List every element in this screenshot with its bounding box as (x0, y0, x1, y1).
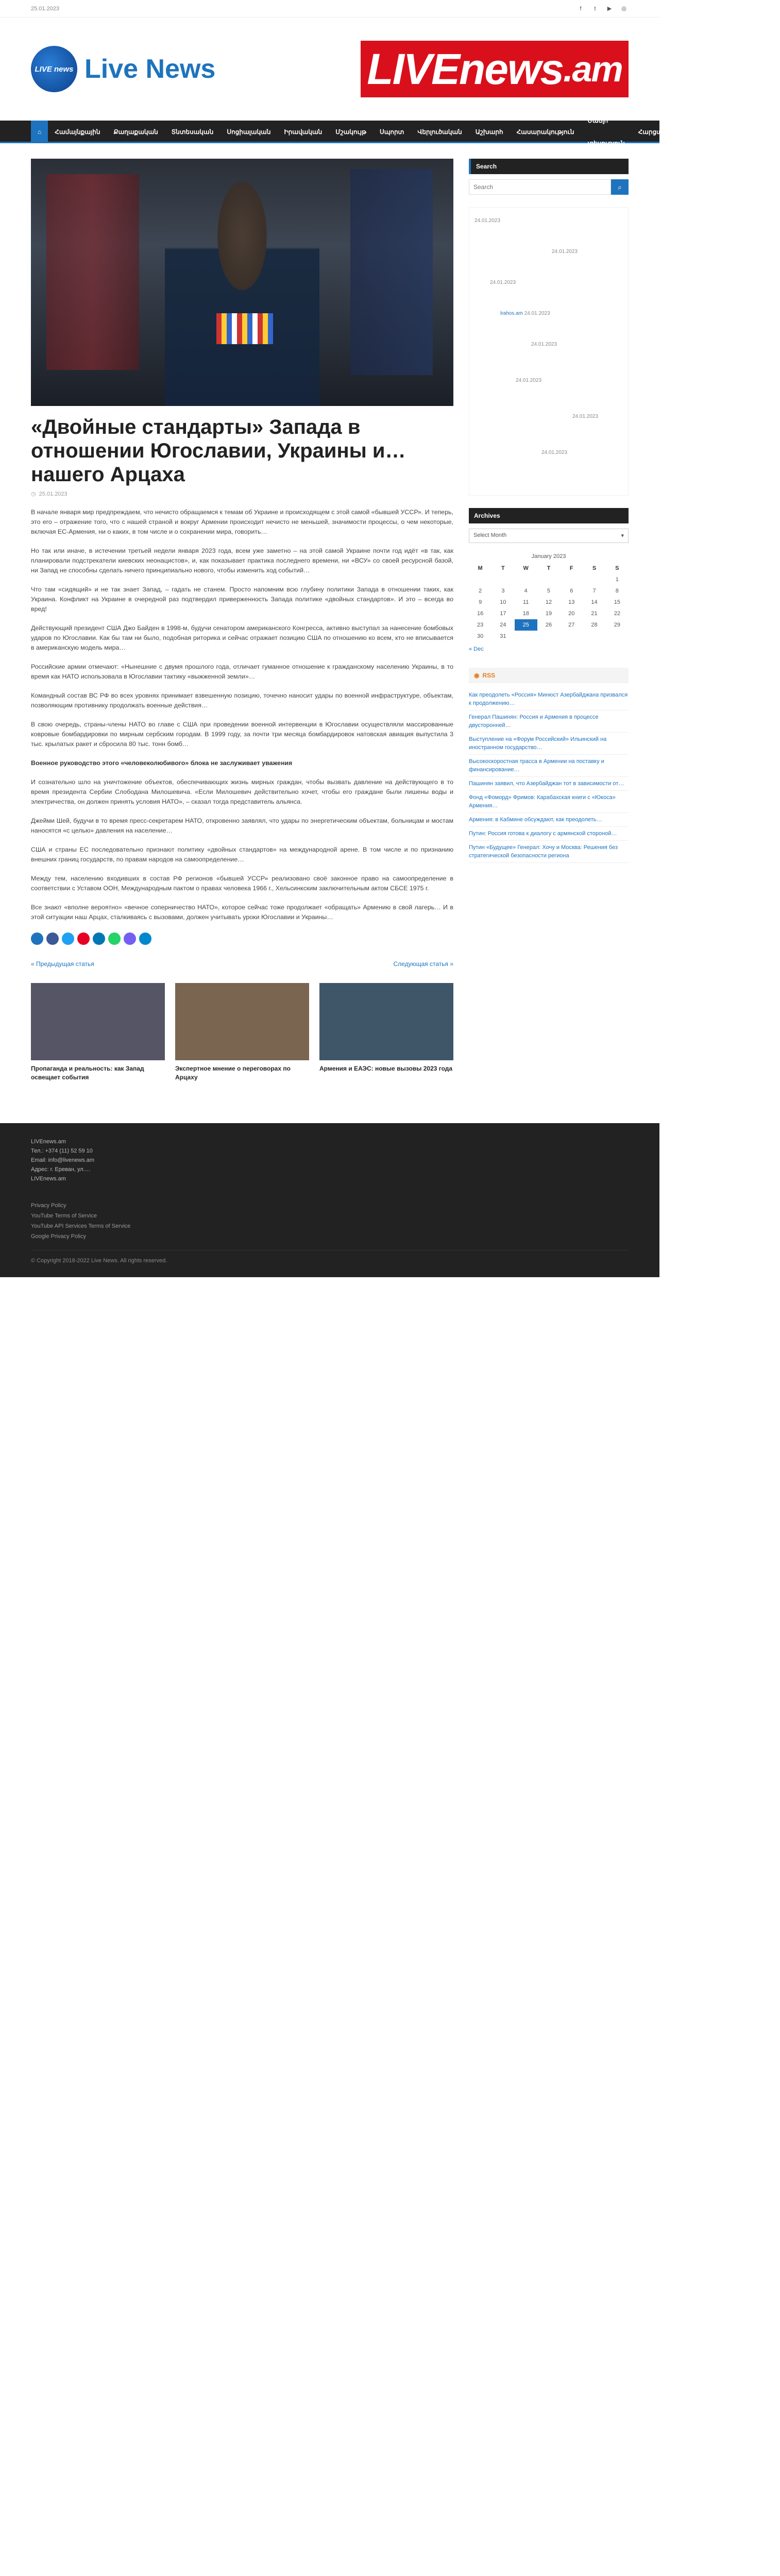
search-widget-title: Search (469, 159, 629, 174)
related-card[interactable] (31, 983, 165, 1082)
share-icon[interactable] (31, 933, 43, 945)
related-card[interactable] (319, 983, 453, 1082)
calendar-day[interactable]: 9 (479, 599, 482, 605)
search-button[interactable] (611, 179, 629, 195)
calendar-day[interactable]: 14 (591, 599, 598, 605)
copyright: © Copyright 2018-2022 Live News. All rights reserved. (31, 1250, 629, 1264)
article-paragraph: Но так или иначе, в истечении третьей недели января 2023 года, всем уже заметно – на этой самой Украине почти год идёт «в так, как планировали подстрекатели киевских неонацистов», и, как показывает практика последнего времени, ни «ВСУ» со своей ресурсной базой, ни Запад не способны сделать ничего принципиально нового, чтобы изменить ход событий… (31, 547, 453, 574)
weekday: F (569, 565, 573, 571)
calendar-day[interactable]: 25 (515, 619, 537, 631)
calendar-day (515, 631, 537, 642)
instagram-icon[interactable]: ◎ (621, 6, 626, 12)
site-logo[interactable] (31, 46, 215, 92)
footer-line: LIVEnews.am (31, 1176, 66, 1182)
header-banner[interactable] (361, 41, 629, 97)
calendar-week (469, 585, 629, 597)
calendar-day[interactable]: 2 (479, 588, 482, 594)
rss-icon: ◉ (474, 672, 480, 679)
dated-item (552, 249, 578, 255)
article-paragraph: Между тем, населению входивших в состав РФ регионов «бывшей УССР» реализовано своё законное право на самоопределение в соответствии с Уставом ООН, Международным пактом о правах человека 1966 г., Хельсинкским заключительным актом СБСЕ 1975 г. (31, 875, 453, 892)
twitter-share-icon[interactable] (62, 933, 74, 945)
footer-link[interactable]: Google Privacy Policy (31, 1233, 86, 1240)
nav-item[interactable]: Հարցազրույց (638, 128, 683, 135)
calendar-day[interactable]: 3 (501, 588, 505, 594)
nav-item[interactable]: Սոցիալական (227, 128, 271, 135)
logo-text: Live News (84, 54, 216, 84)
rss-item[interactable]: Пашинян заявил, что Азербайджан тот в зависимости от… (469, 777, 629, 791)
main-nav (0, 117, 773, 147)
calendar-day[interactable]: 18 (522, 611, 529, 617)
calendar-week (469, 574, 629, 585)
article-paragraph: В начале января мир предпреждаем, что нечисто обращаемся к темам об Украине и происходящем с этой самой «бывшей УССР». И теперь, это его – отражение того, что с нашей страной и вокруг Армении происходит нечисто не меньшей, значимости процессы, о чем некоторые, включая ЕС-Армения, ни о каких, в том числе и о сохранении мира, говорить… (31, 509, 453, 535)
dated-item (541, 450, 567, 455)
calendar-day[interactable]: 22 (614, 611, 620, 617)
item-date: 24.01.2023 (531, 342, 557, 347)
hero-flag-right (350, 169, 433, 375)
calendar-day (491, 574, 514, 585)
calendar-body (469, 574, 629, 642)
sidebar (469, 159, 629, 1103)
related-thumb (175, 983, 309, 1060)
related-posts (31, 983, 453, 1082)
item-link[interactable]: lrahos.am (500, 311, 523, 316)
article-meta (31, 490, 453, 497)
calendar-day[interactable]: 30 (477, 633, 484, 639)
related-title: Экспертное мнение о переговорах по Арцаху (175, 1065, 291, 1081)
calendar-day[interactable]: 17 (500, 611, 506, 617)
weekday: T (501, 565, 505, 571)
item-date: 24.01.2023 (524, 311, 550, 316)
search-input[interactable] (469, 179, 611, 195)
article-paragraph: Что там «сидящий» и не так знает Запад, – гадать не станем. Просто напомним всю глубину политики Запада в отношении таких, как Украина. Конфликт на Украине в очередной раз подтвердил приверженность Запада политике «двойных стандартов». И это – всегда во вред! (31, 586, 453, 613)
nav-item[interactable]: Մամլո տեսություն (587, 117, 625, 147)
rss-item[interactable]: Выступление на «Форум Российский» Ильинский на иностранном государство… (469, 733, 629, 755)
hero-flag-left (46, 174, 139, 370)
dated-item (490, 280, 516, 285)
hero-person (165, 179, 319, 406)
calendar-day[interactable]: 11 (522, 599, 529, 605)
calendar-day[interactable]: 16 (477, 611, 484, 617)
article-paragraph: Джейми Шей, будучи в то время пресс-секретарем НАТО, откровенно заявлял, что удары по энергетическим объектам, больницам и мостам наносятся «с целью» давления на население… (31, 817, 453, 834)
rss-item[interactable]: Путин: Россия готова к диалогу с армянской стороной… (469, 827, 629, 841)
viber-share-icon[interactable] (124, 933, 136, 945)
item-date: 24.01.2023 (490, 280, 516, 285)
calendar-day[interactable]: 15 (614, 599, 620, 605)
calendar-day[interactable]: 19 (545, 611, 552, 617)
article-subheading: Военное руководство этого «человеколюбивого» блока не заслуживает уважения (31, 759, 293, 767)
search-icon: ⌕ (618, 182, 622, 191)
nav-item-livenews-tv[interactable]: LIVENEWS TV (741, 117, 773, 147)
calendar-day[interactable]: 29 (614, 622, 620, 628)
calendar-day[interactable]: 5 (547, 588, 551, 594)
calendar-day (537, 631, 560, 642)
calendar-day (583, 574, 605, 585)
dated-item (500, 311, 550, 316)
top-bar (0, 0, 659, 18)
calendar-day (537, 574, 560, 585)
rss-list (469, 688, 629, 863)
article-paragraph: США и страны ЕС последовательно признают политику «двойных стандартов» на международной арене. В том числе и по признанию внешних границ государств, по правам народов на самоопределение… (31, 846, 453, 863)
rss-widget-title (469, 668, 629, 683)
calendar (469, 563, 629, 642)
calendar-prev-link[interactable]: « Dec (469, 646, 484, 652)
calendar-week (469, 608, 629, 619)
related-thumb (31, 983, 165, 1060)
rss-item[interactable]: Высокоскоростная трасса в Армении на поставку и финансирование… (469, 755, 629, 777)
calendar-day[interactable]: 10 (500, 599, 506, 605)
facebook-icon[interactable]: f (580, 6, 582, 12)
calendar-week (469, 619, 629, 631)
rss-title-text: RSS (482, 672, 496, 679)
dated-item (572, 414, 598, 419)
item-date: 24.01.2023 (572, 414, 599, 419)
nav-item[interactable]: Քաղաքական (113, 128, 158, 135)
archive-select[interactable] (469, 529, 629, 543)
rss-item[interactable]: Фонд «Фоморд» Фримов: Карабахская книги с «Юкоса» Армения… (469, 791, 629, 813)
weekday: M (478, 565, 483, 571)
whatsapp-share-icon[interactable] (108, 933, 121, 945)
banner-main: LIVEnews (367, 44, 564, 93)
prev-post-link[interactable]: « Предыдущая статья (31, 960, 94, 968)
footer-link[interactable]: YouTube Terms of Service (31, 1213, 97, 1219)
calendar-day[interactable]: 7 (592, 588, 596, 594)
nav-item[interactable]: Տնտեսական (171, 128, 214, 135)
calendar-day[interactable]: 26 (545, 622, 552, 628)
calendar-day (606, 631, 629, 642)
banner-tld: .am (563, 49, 622, 89)
calendar-day (583, 631, 605, 642)
rss-item[interactable]: Путин «Будущее» Генерал: Хочу и Москва: Решения без стратегической безопасности региона (469, 841, 629, 863)
calendar-day[interactable]: 6 (570, 588, 573, 594)
related-title: Армения и ЕАЭС: новые вызовы 2023 года (319, 1065, 453, 1072)
dated-item (516, 378, 541, 383)
article-paragraph: Российские армии отмечают: «Нынешние с двумя прошлого года, отличает гуманное отношение к гражданскому населению Украины, в то время как НАТО использовала в Югославии тактику «выжженной земли»… (31, 663, 453, 680)
calendar-day[interactable]: 27 (568, 622, 575, 628)
post-navigation (31, 960, 453, 968)
article-paragraph: И сознательно шло на уничтожение объектов, обеспечивающих жизнь мирных граждан, чтобы вызвать давление на действующего в то время президента Сербии Слободана Милошевича. «Если Милошевич действительно хочет, чтобы его граждане были лишены воды и электричества, он должен принять условия НАТО», – сказал тогда представитель альянса. (31, 778, 453, 805)
calendar-day (560, 631, 583, 642)
next-post-link[interactable]: Следующая статья » (393, 960, 453, 968)
article-paragraph: Действующий президент США Джо Байден в 1998-м, будучи сенатором американского Конгресса, активно выступал за нанесение бомбовых ударов по Югославии. Как бы там ни было, подобная риторика и сейчас отражает позицию США по отношению ко всем, кто не вписывается в американскую модель мира… (31, 624, 453, 651)
calendar-day[interactable]: 24 (500, 622, 506, 628)
footer-link[interactable]: YouTube API Services Terms of Service (31, 1223, 131, 1229)
site-header (0, 18, 659, 121)
main-content (31, 159, 453, 1103)
nav-item[interactable]: Իրավական (284, 128, 323, 135)
pinterest-share-icon[interactable] (77, 933, 90, 945)
footer-link[interactable]: Privacy Policy (31, 1202, 66, 1209)
rss-item[interactable]: Генерал Пашинян: Россия и Армения в процессе двусторонней… (469, 710, 629, 733)
share-buttons (31, 933, 453, 945)
dated-links-widget (469, 207, 629, 496)
calendar-day[interactable]: 8 (615, 588, 619, 594)
calendar-caption: January 2023 (531, 553, 566, 560)
nav-item[interactable]: Մշակույթ (335, 128, 366, 135)
footer-line: LIVEnews.am (31, 1139, 66, 1145)
item-date: 24.01.2023 (541, 450, 568, 455)
calendar-day[interactable]: 12 (545, 599, 552, 605)
twitter-icon[interactable]: t (594, 6, 596, 12)
item-date: 24.01.2023 (516, 378, 542, 383)
rss-item[interactable]: Как преодолеть «Россия» Минюст Азербайджана призвался к продолжению… (469, 688, 629, 710)
calendar-day[interactable]: 13 (568, 599, 575, 605)
nav-item-home[interactable]: ⌂ (31, 121, 48, 143)
calendar-day (515, 574, 537, 585)
linkedin-share-icon[interactable] (93, 933, 105, 945)
article-paragraph: В свою очередь, страны-члены НАТО во главе с США при проведении военной интервенции в Югославии осуществляли массированные ковровые бомбардировки по мирным сербским городам. В 1999 году, за почти три месяца бомбардировок натовская авиация выпустила 3 тыс. крылатых ракет и сбросила 80 тыс. тонн бомб… (31, 721, 453, 748)
weekday: T (547, 565, 551, 571)
calendar-day[interactable]: 31 (500, 633, 506, 639)
nav-item-liveblog[interactable]: LIVEBLOG (696, 128, 728, 135)
nav-item[interactable]: Վերլուծական (417, 128, 462, 135)
article-hero-image (31, 159, 453, 406)
related-card[interactable] (175, 983, 309, 1082)
item-date: 24.01.2023 (474, 218, 501, 224)
related-title: Пропаганда и реальность: как Запад освещает события (31, 1065, 144, 1081)
calendar-day[interactable]: 23 (477, 622, 484, 628)
rss-item[interactable]: Армения: в Кабмине обсуждают, как преодолеть… (469, 813, 629, 827)
article-paragraph: Все знают «вполне вероятно» «вечное соперничество НАТО», которое сейчас тоже продолжает «обращать» Армению в свой лагерь… И в этой ситуации наш Арцах, сталкиваясь с вызовами, должен учитывать уроки Югославии и Украины… (31, 904, 453, 921)
footer-line: Тел.: +374 (11) 52 59 10 (31, 1148, 93, 1154)
calendar-day (560, 574, 583, 585)
article-paragraph: Командный состав ВС РФ во всех уровнях принимает взвешенную позицию, точечно наносит удары по военной инфраструктуре, объектам, позволяющим противнику продолжать военные действия… (31, 692, 453, 709)
nav-item[interactable]: Սպորտ (379, 128, 404, 135)
calendar-week (469, 631, 629, 642)
dated-item (474, 218, 500, 224)
top-date: 25.01.2023 (31, 6, 60, 12)
logo-badge: LIVE news (31, 46, 77, 92)
telegram-share-icon[interactable] (139, 933, 151, 945)
calendar-day[interactable]: 20 (568, 611, 575, 617)
archives-title: Archives (469, 508, 629, 523)
article-date: 25.01.2023 (39, 490, 67, 497)
footer-line: Email: info@livenews.am (31, 1157, 95, 1163)
related-thumb (319, 983, 453, 1060)
archive-select-value: Select Month (473, 532, 507, 538)
weekday: S (615, 565, 619, 571)
weekday: W (523, 565, 529, 571)
article-body (31, 507, 453, 922)
item-date: 24.01.2023 (552, 249, 578, 255)
site-footer (0, 1123, 659, 1277)
calendar-day[interactable]: 4 (524, 588, 528, 594)
calendar-day[interactable]: 28 (591, 622, 598, 628)
calendar-day[interactable]: 21 (591, 611, 598, 617)
search-form (469, 179, 629, 195)
social-icons (576, 4, 629, 13)
dated-item (531, 342, 557, 347)
footer-links (31, 1202, 629, 1240)
calendar-week (469, 597, 629, 608)
calendar-day[interactable]: 1 (615, 577, 619, 583)
calendar-day (469, 574, 491, 585)
nav-item[interactable]: Համայնքային (55, 128, 100, 135)
article-title: «Двойные стандарты» Запада в отношении Югославии, Украины и… нашего Арцаха (31, 416, 406, 486)
chevron-down-icon: ▾ (621, 533, 624, 539)
weekday: S (592, 565, 597, 571)
hero-medals (216, 313, 273, 344)
clock-icon: ◷ (31, 491, 36, 497)
nav-item[interactable]: Հասարակություն (516, 128, 574, 135)
facebook-share-icon[interactable] (46, 933, 59, 945)
youtube-icon[interactable]: ▶ (607, 6, 612, 12)
footer-line: Адрес: г. Ереван, ул.… (31, 1166, 91, 1173)
nav-item[interactable]: Աշխարհ (475, 128, 503, 135)
